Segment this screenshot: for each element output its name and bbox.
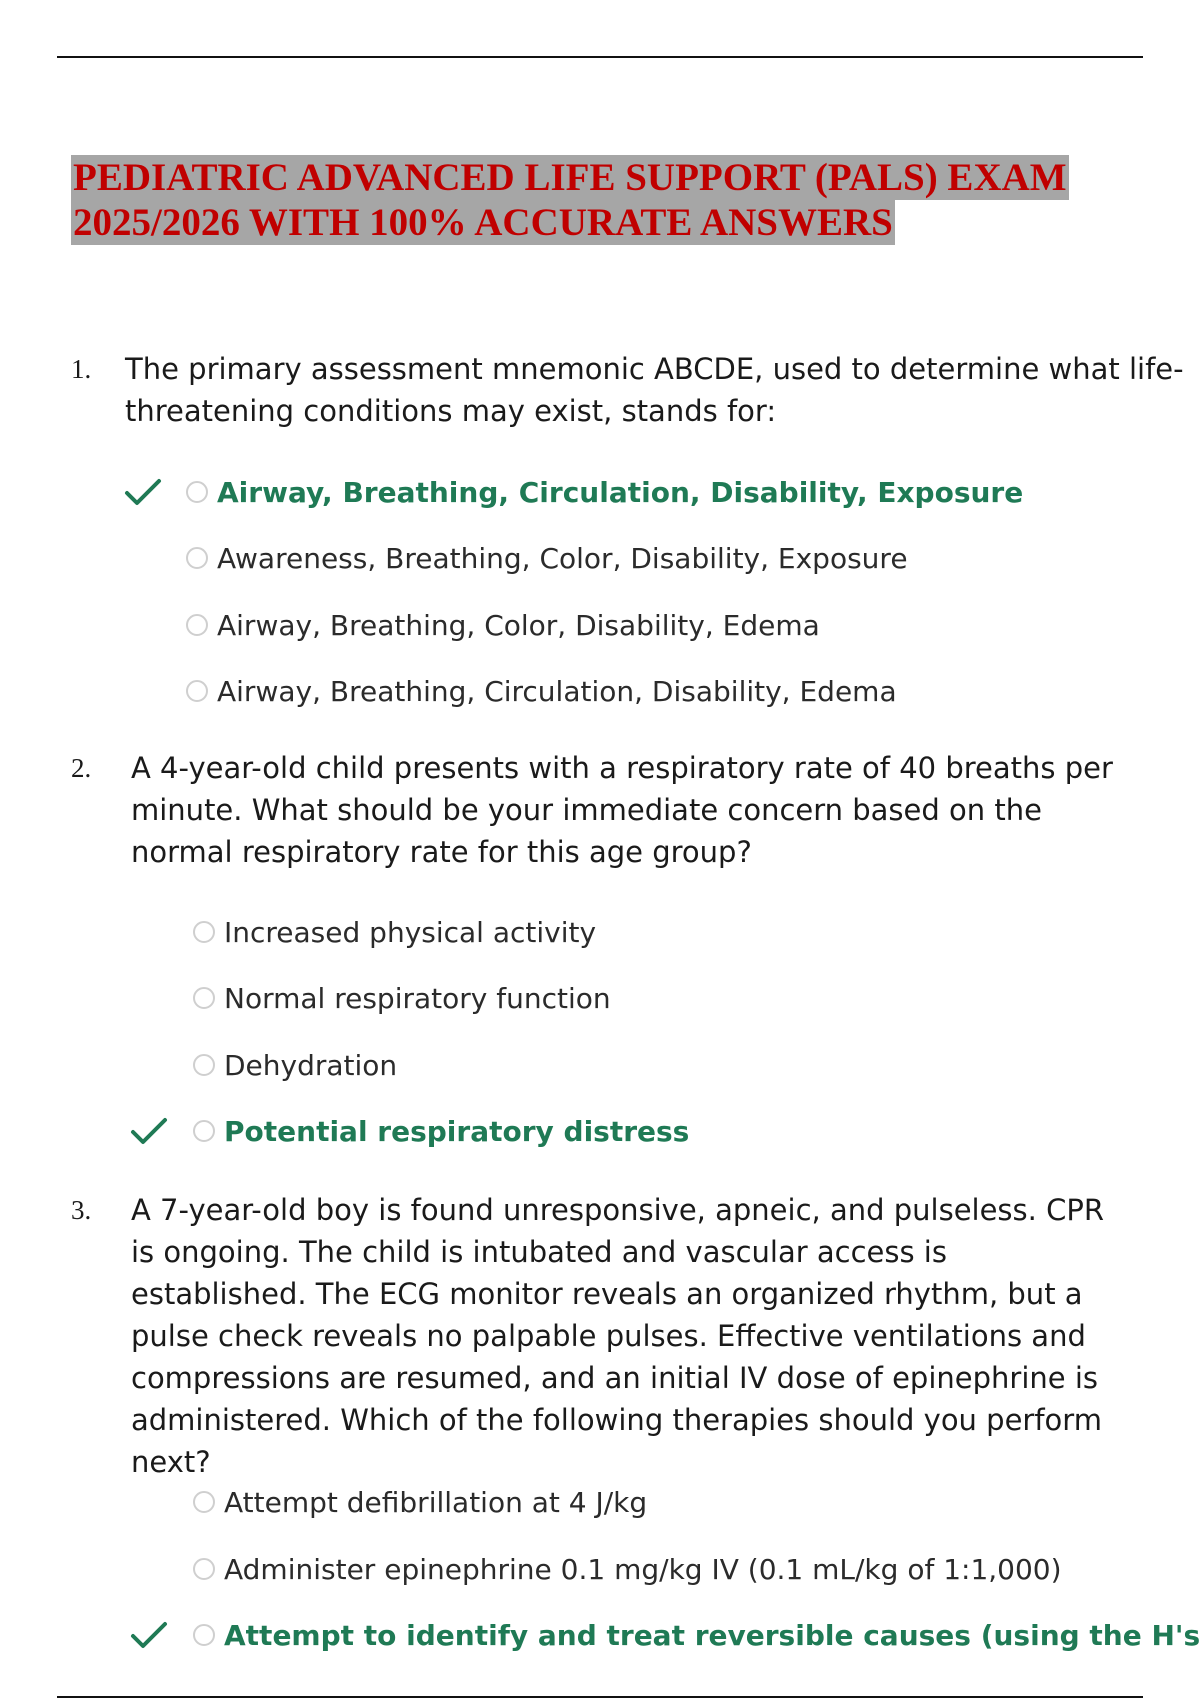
top-rule: [57, 56, 1143, 58]
radio-circle-icon[interactable]: [193, 1054, 215, 1076]
option-label: Airway, Breathing, Circulation, Disability, Exposure: [217, 475, 1024, 509]
question-text: The primary assessment mnemonic ABCDE, used to determine what life-threatening conditions may exist, stands for:: [125, 352, 1184, 428]
option-label: Awareness, Breathing, Color, Disability, Exposure: [217, 541, 908, 575]
option-label: Normal respiratory function: [224, 981, 611, 1015]
radio-circle-icon[interactable]: [193, 1491, 215, 1513]
option-label: Airway, Breathing, Circulation, Disability, Edema: [217, 674, 897, 708]
radio-circle-icon[interactable]: [186, 614, 208, 636]
answer-option[interactable]: [193, 1045, 397, 1085]
title-line-1: PEDIATRIC ADVANCED LIFE SUPPORT (PALS) EXAM: [73, 156, 1067, 199]
checkmark-icon: [130, 1621, 168, 1651]
checkmark-icon: [130, 1117, 168, 1147]
radio-circle-icon[interactable]: [186, 547, 208, 569]
answer-option[interactable]: [193, 1111, 689, 1151]
question-text: A 7-year-old boy is found unresponsive, apneic, and pulseless. CPR is ongoing. The child is intubated and vascular access is established. The ECG monitor reveals an organized rhythm, but a pulse check reveals no palpable pulses. Effective ventilations and compressions are resumed, and an initial IV dose of epinephrine is administered. Which of the following therapies should you perform next?: [131, 1193, 1104, 1479]
answer-option[interactable]: [193, 1482, 647, 1522]
question-text: A 4-year-old child presents with a respiratory rate of 40 breaths per minute. What should be your immediate concern based on the normal respiratory rate for this age group?: [131, 751, 1113, 869]
answer-option[interactable]: [193, 912, 596, 952]
option-label: Attempt to identify and treat reversible causes (using the H's: [224, 1618, 1200, 1652]
question-number: 2.: [71, 753, 92, 783]
option-label: Attempt defibrillation at 4 J/kg: [224, 1485, 648, 1519]
answer-option[interactable]: [193, 1549, 1062, 1589]
bottom-rule: [57, 1696, 1143, 1698]
option-label: Airway, Breathing, Color, Disability, Edema: [217, 608, 820, 642]
question-number: 3.: [71, 1195, 92, 1225]
document-title: [71, 155, 1069, 245]
option-label: Increased physical activity: [224, 915, 597, 949]
answer-option[interactable]: [193, 978, 611, 1018]
radio-circle-icon[interactable]: [193, 987, 215, 1009]
checkmark-icon: [124, 478, 162, 508]
answer-option[interactable]: [193, 1615, 1200, 1655]
answer-option[interactable]: [186, 605, 820, 645]
question-number: 1.: [71, 354, 92, 384]
radio-circle-icon[interactable]: [193, 1120, 215, 1142]
answer-option[interactable]: [186, 671, 897, 711]
option-label: Dehydration: [224, 1048, 398, 1082]
answer-option[interactable]: [186, 538, 908, 578]
option-label: Administer epinephrine 0.1 mg/kg IV (0.1 mL/kg of 1:1,000): [224, 1552, 1062, 1586]
radio-circle-icon[interactable]: [193, 1558, 215, 1580]
radio-circle-icon[interactable]: [186, 481, 208, 503]
answer-option[interactable]: [186, 472, 1023, 512]
radio-circle-icon[interactable]: [193, 921, 215, 943]
title-line-2: 2025/2026 WITH 100% ACCURATE ANSWERS: [73, 201, 893, 244]
radio-circle-icon[interactable]: [193, 1624, 215, 1646]
option-label: Potential respiratory distress: [224, 1114, 690, 1148]
radio-circle-icon[interactable]: [186, 680, 208, 702]
